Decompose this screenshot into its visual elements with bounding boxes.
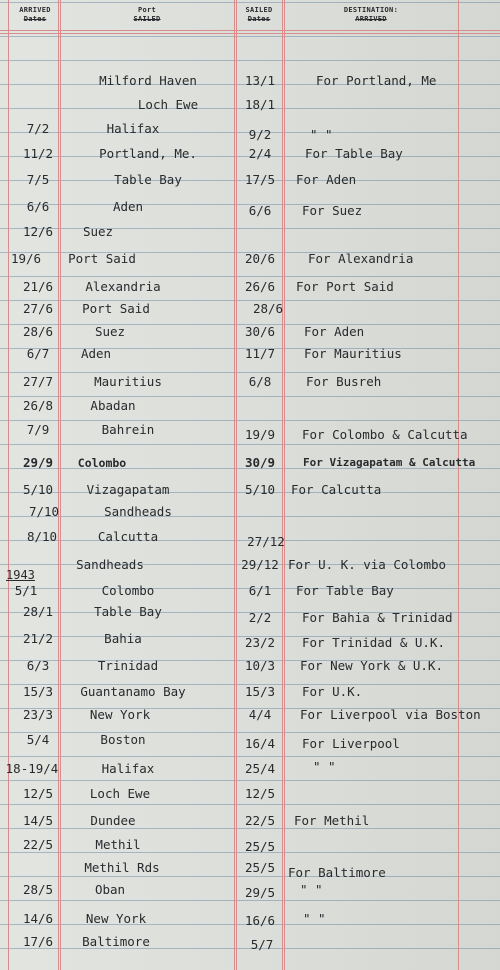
ledger-row	[0, 879, 500, 901]
arrived-date: 5/10	[22, 482, 54, 497]
destination-text: For Aden	[296, 172, 357, 187]
arrived-date: 5/1	[14, 583, 38, 598]
sailed-date: 12/5	[244, 786, 276, 801]
sailed-date: 10/3	[244, 658, 276, 673]
destination-text: For Alexandria	[308, 251, 414, 266]
port-name: Colombo	[77, 456, 127, 470]
destination-text: " "	[300, 882, 323, 897]
port-name: Port Said	[68, 251, 136, 266]
port-name: Table Bay	[114, 172, 182, 187]
header-destination	[284, 6, 458, 24]
ledger-row	[0, 196, 500, 218]
destination-text: For Liverpool via Boston	[300, 707, 481, 722]
arrived-date: 7/2	[26, 121, 50, 136]
sailed-date: 2/4	[248, 146, 272, 161]
header-sailed-top: SAILED	[245, 6, 273, 14]
sailed-date: 2/2	[248, 610, 272, 625]
sailed-date: 27/12	[247, 534, 285, 549]
arrived-date: 28/5	[22, 882, 54, 897]
port-name: Abadan	[90, 398, 136, 413]
destination-text: For Calcutta	[291, 482, 382, 497]
port-name: Suez	[94, 324, 126, 339]
arrived-date: 17/6	[22, 934, 54, 949]
port-name: Loch Ewe	[137, 97, 199, 112]
port-name: Baltimore	[82, 934, 150, 949]
header-arrived-top: ARRIVED	[19, 6, 51, 14]
arrived-date: 6/6	[26, 199, 50, 214]
port-name: Calcutta	[97, 529, 159, 544]
port-name: Methil	[95, 837, 141, 852]
ledger-row	[0, 143, 500, 165]
port-name: Sandheads	[76, 557, 144, 572]
header-arrived-bottom: Dates	[23, 15, 47, 23]
port-name: Colombo	[101, 583, 155, 598]
ledger-row	[0, 580, 500, 602]
arrived-date: 14/5	[22, 813, 54, 828]
port-name: Mauritius	[94, 374, 162, 389]
header-port	[60, 6, 234, 24]
ledger-row	[0, 371, 500, 393]
arrived-date: 29/9	[22, 455, 54, 470]
ledger-row	[0, 655, 500, 677]
port-name: Bahia	[104, 631, 142, 646]
destination-text: For Aden	[304, 324, 365, 339]
ledger-row	[0, 758, 500, 780]
destination-text: For Port Said	[296, 279, 394, 294]
arrived-date: 28/1	[22, 604, 54, 619]
sailed-date: 19/9	[244, 427, 276, 442]
sailed-date: 6/1	[248, 583, 272, 598]
arrived-date: 19/6	[10, 251, 42, 266]
sailed-date: 5/10	[244, 482, 276, 497]
header-sailed	[236, 6, 282, 24]
header-rule	[0, 33, 500, 34]
destination-text: For Bahia & Trinidad	[302, 610, 453, 625]
destination-text: For Table Bay	[296, 583, 394, 598]
ledger-row	[0, 554, 500, 576]
destination-text: " "	[303, 911, 326, 926]
arrived-date: 6/7	[26, 346, 50, 361]
destination-text: For Baltimore	[288, 865, 386, 880]
sailed-date: 11/7	[244, 346, 276, 361]
port-name: Guantanamo Bay	[80, 684, 186, 699]
ledger-row	[0, 452, 500, 474]
ledger-row	[0, 276, 500, 298]
port-name: Milford Haven	[99, 73, 197, 88]
ledger-row	[0, 221, 500, 243]
sailed-date: 16/6	[244, 913, 276, 928]
destination-text: For Busreh	[306, 374, 382, 389]
arrived-date: 14/6	[22, 911, 54, 926]
port-name: Dundee	[90, 813, 136, 828]
arrived-date: 6/3	[26, 658, 50, 673]
header-destination-bottom: ARRIVED	[355, 15, 387, 23]
port-name: Suez	[82, 224, 114, 239]
port-name: Sandheads	[104, 504, 172, 519]
destination-text: For Methil	[294, 813, 370, 828]
sailed-date: 29/12	[241, 557, 279, 572]
ledger-row	[0, 704, 500, 726]
ledger-row	[0, 834, 500, 856]
sailed-date: 4/4	[248, 707, 272, 722]
port-name: Table Bay	[94, 604, 162, 619]
arrived-date: 18-19/4	[5, 761, 59, 776]
port-name: Vizagapatam	[86, 482, 170, 497]
header-destination-top: DESTINATION:	[343, 6, 399, 14]
sailed-date: 23/2	[244, 635, 276, 650]
arrived-date: 15/3	[22, 684, 54, 699]
port-name: New York	[89, 707, 151, 722]
ledger-row	[0, 419, 500, 441]
sailed-date: 18/1	[244, 97, 276, 112]
port-name: Aden	[112, 199, 144, 214]
sailed-date: 6/6	[248, 203, 272, 218]
destination-text: For Vizagapatam & Calcutta	[303, 456, 476, 469]
port-name: Aden	[80, 346, 112, 361]
port-name: Boston	[100, 732, 146, 747]
ledger-row	[0, 298, 500, 320]
arrived-date: 7/5	[26, 172, 50, 187]
ledger-row	[0, 810, 500, 832]
arrived-date: 5/4	[26, 732, 50, 747]
arrived-date: 11/2	[22, 146, 54, 161]
ledger-row	[0, 343, 500, 365]
destination-text: For Mauritius	[304, 346, 402, 361]
header-arrived	[12, 6, 58, 24]
arrived-date: 26/8	[22, 398, 54, 413]
sailed-date: 28/6	[252, 301, 284, 316]
sailed-date: 20/6	[244, 251, 276, 266]
arrived-date: 27/6	[22, 301, 54, 316]
ledger-row	[0, 783, 500, 805]
port-name: Halifax	[101, 761, 155, 776]
ledger-row	[0, 70, 500, 92]
arrived-date: 28/6	[22, 324, 54, 339]
sailed-date: 25/4	[244, 761, 276, 776]
arrived-date: 7/9	[26, 422, 50, 437]
destination-text: For Trinidad & U.K.	[302, 635, 445, 650]
header-sailed-bottom: Dates	[247, 15, 271, 23]
destination-text: For New York & U.K.	[300, 658, 443, 673]
ledger-row	[0, 169, 500, 191]
sailed-date: 16/4	[244, 736, 276, 751]
sailed-date: 30/9	[244, 455, 276, 470]
ledger-row	[0, 395, 500, 417]
sailed-date: 25/5	[244, 860, 276, 875]
ledger-row	[0, 118, 500, 140]
destination-text: For Suez	[302, 203, 363, 218]
sailed-date: 30/6	[244, 324, 276, 339]
destination-text: For U.K.	[302, 684, 363, 699]
ledger-row	[0, 857, 500, 879]
arrived-date: 12/5	[22, 786, 54, 801]
port-name: Methil Rds	[84, 860, 160, 875]
sailed-date: 5/7	[250, 937, 274, 952]
ledger-row	[0, 681, 500, 703]
ledger-row	[0, 321, 500, 343]
ledger-row	[0, 479, 500, 501]
port-name: New York	[85, 911, 147, 926]
destination-text: " "	[313, 759, 336, 774]
port-name: Trinidad	[97, 658, 159, 673]
sailed-date: 17/5	[244, 172, 276, 187]
port-name: Oban	[94, 882, 126, 897]
port-name: Loch Ewe	[89, 786, 151, 801]
header-rule	[0, 30, 500, 31]
sailed-date: 25/5	[244, 839, 276, 854]
sailed-date: 26/6	[244, 279, 276, 294]
ledger-row	[0, 931, 500, 953]
arrived-date: 12/6	[22, 224, 54, 239]
header-port-bottom: SAILED	[133, 15, 161, 23]
destination-text: " "	[310, 127, 333, 142]
destination-text: For U. K. via Colombo	[288, 557, 447, 572]
port-name: Alexandria	[85, 279, 161, 294]
arrived-date: 23/3	[22, 707, 54, 722]
header-port-top: Port	[137, 6, 157, 14]
sailed-date: 13/1	[244, 73, 276, 88]
sailed-date: 15/3	[244, 684, 276, 699]
ledger-row	[0, 501, 500, 523]
port-name: Halifax	[106, 121, 160, 136]
destination-text: For Colombo & Calcutta	[302, 427, 468, 442]
ledger-row	[0, 526, 500, 548]
port-name: Bahrein	[101, 422, 155, 437]
ledger-row	[0, 628, 500, 650]
destination-text: For Liverpool	[302, 736, 400, 751]
port-name: Portland, Me.	[99, 146, 197, 161]
sailed-date: 22/5	[244, 813, 276, 828]
ledger-row	[0, 94, 500, 116]
ledger-row	[0, 908, 500, 930]
arrived-date: 27/7	[22, 374, 54, 389]
sailed-date: 6/8	[248, 374, 272, 389]
destination-text: For Portland, Me	[316, 73, 437, 88]
arrived-date: 7/10	[28, 504, 60, 519]
arrived-date: 21/6	[22, 279, 54, 294]
year-note: 1943	[6, 568, 35, 582]
ledger-row	[0, 601, 500, 623]
ledger-row	[0, 729, 500, 751]
destination-text: For Table Bay	[305, 146, 403, 161]
sailed-date: 29/5	[244, 885, 276, 900]
arrived-date: 21/2	[22, 631, 54, 646]
arrived-date: 8/10	[26, 529, 58, 544]
port-name: Port Said	[82, 301, 150, 316]
ledger-row	[0, 248, 500, 270]
sailed-date: 9/2	[248, 127, 272, 142]
arrived-date: 22/5	[22, 837, 54, 852]
